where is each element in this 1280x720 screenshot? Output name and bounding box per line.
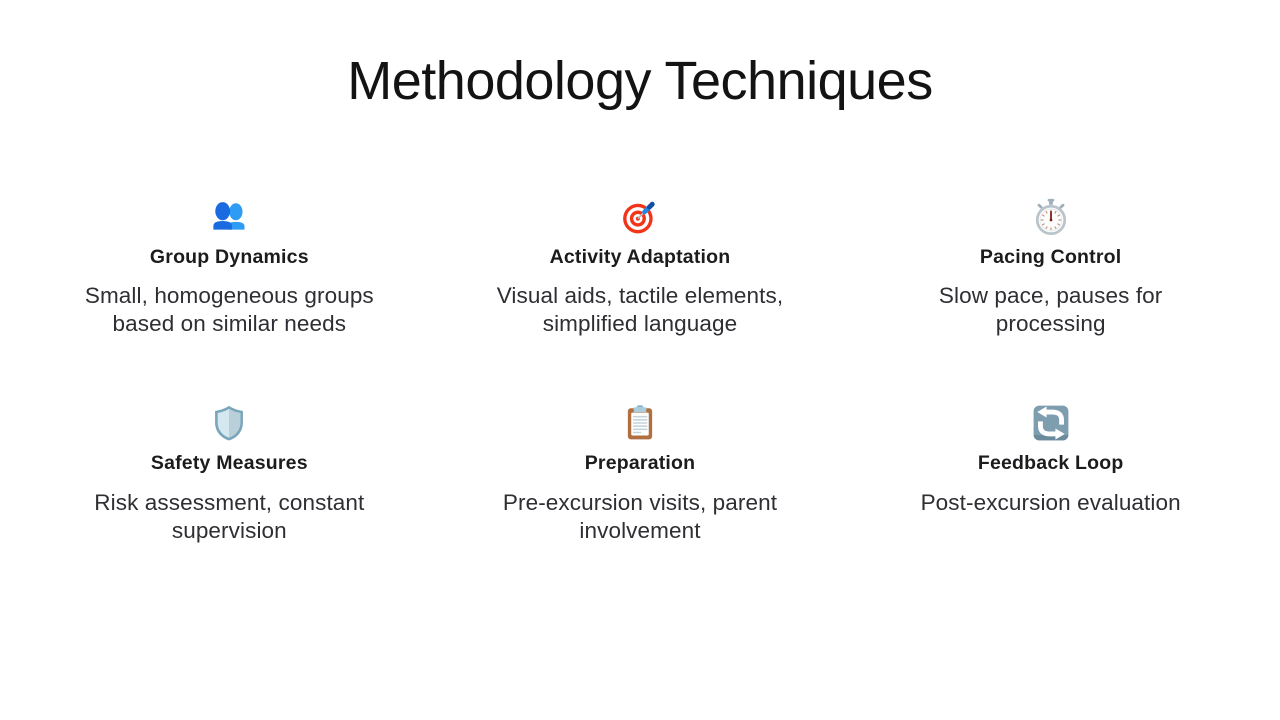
card-description: Slow pace, pauses for processing <box>938 283 1163 337</box>
dart-target-icon <box>621 198 659 236</box>
card-pacing-control <box>845 198 1256 338</box>
card-description: Pre-excursion visits, parent involvement <box>502 489 778 543</box>
repeat-arrows-icon <box>1032 404 1070 442</box>
busts-in-silhouette-icon <box>210 198 248 236</box>
card-activity-adaptation <box>435 198 846 338</box>
card-group-dynamics <box>24 198 435 338</box>
card-heading: Pacing Control <box>979 246 1122 268</box>
stopwatch-icon <box>1032 198 1070 236</box>
card-description: Post-excursion evaluation <box>920 489 1181 515</box>
shield-icon <box>210 404 248 442</box>
card-description: Visual aids, tactile elements, simplified language <box>496 283 784 337</box>
card-feedback-loop <box>845 404 1256 544</box>
card-grid <box>24 198 1256 545</box>
page-title: Methodology Techniques <box>347 51 933 111</box>
card-heading: Activity Adaptation <box>549 246 731 268</box>
card-description: Small, homogeneous groups based on similar needs <box>84 283 374 337</box>
card-safety-measures <box>24 404 435 544</box>
card-heading: Feedback Loop <box>977 452 1124 475</box>
card-preparation <box>435 404 846 544</box>
card-description: Risk assessment, constant supervision <box>94 489 365 543</box>
card-heading: Preparation <box>584 452 696 475</box>
clipboard-icon <box>621 404 659 442</box>
card-heading: Safety Measures <box>150 452 308 475</box>
card-heading: Group Dynamics <box>149 246 309 268</box>
